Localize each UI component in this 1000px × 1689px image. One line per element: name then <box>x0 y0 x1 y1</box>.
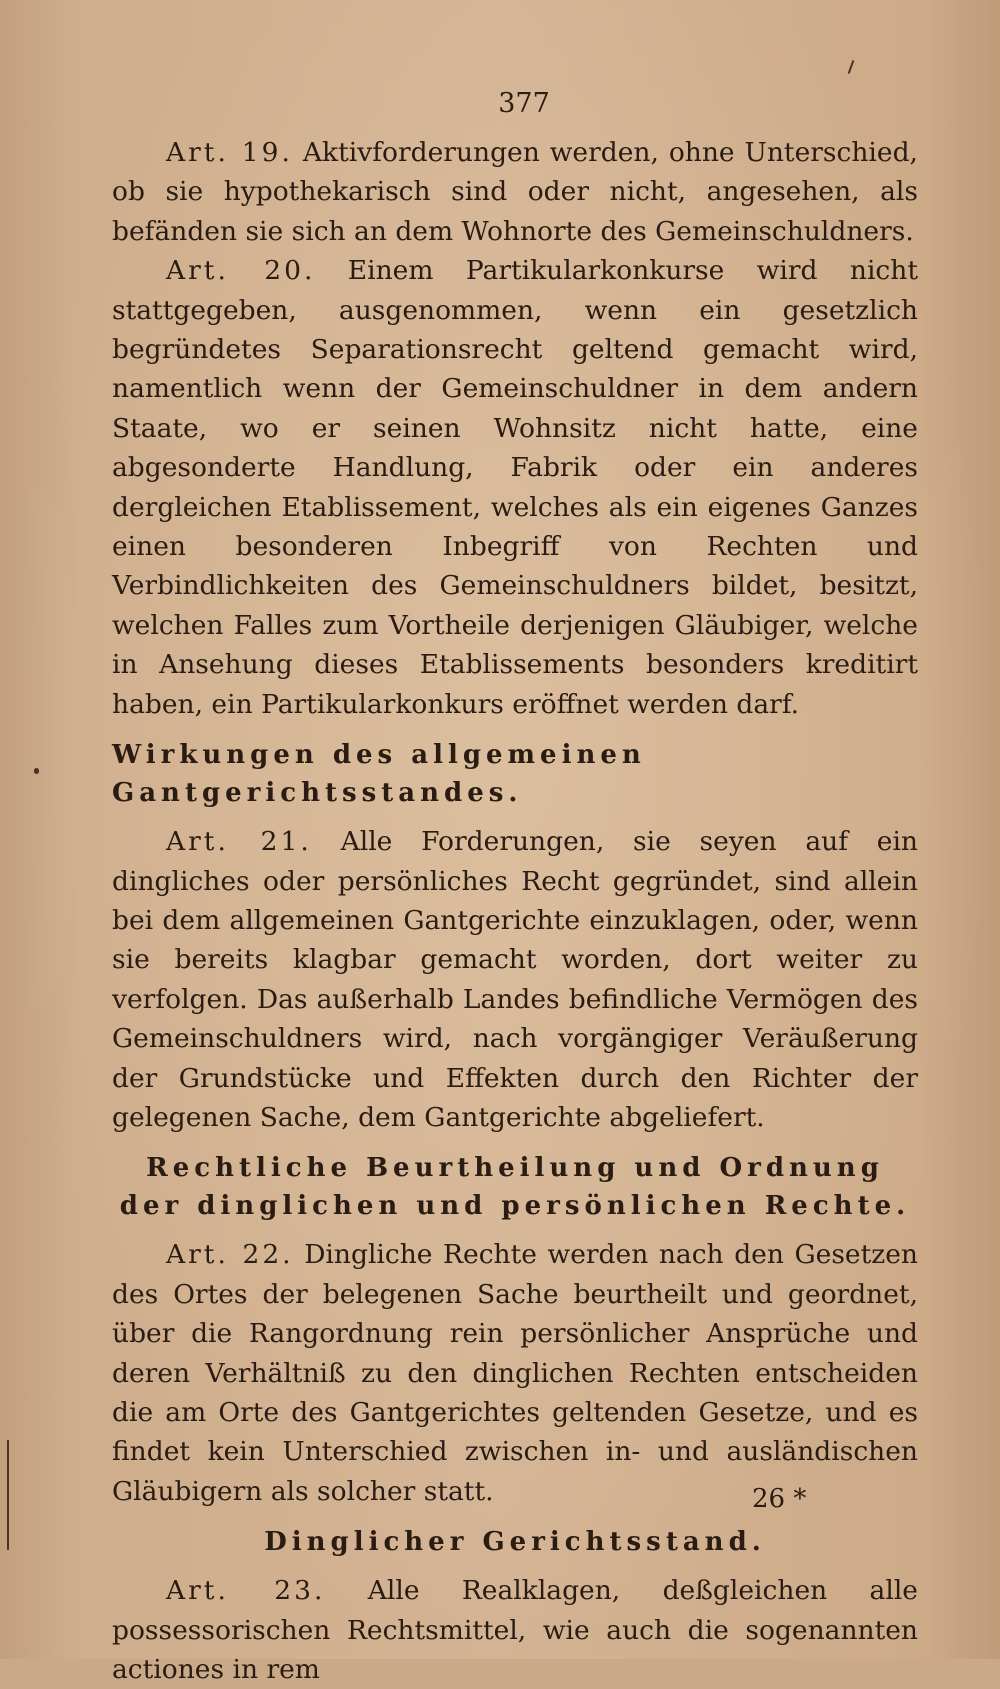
article-text: Einem Partikularkonkurse wird nicht stattgegeben, ausgenommen, wenn ein gesetzlich begründetes Separationsrecht geltend gemacht wird, namentlich wenn der Gemeinschuldner in dem andern Staate, wo er seinen Wohnsitz nicht hatte, eine abgesonderte Handlung, Fabrik oder ein anderes dergleichen Etablissement, welches als ein eigenes Ganzes einen besonderen Inbegriff von Rechten und Verbindlichkeiten des Gemeinschuldners bildet, besitzt, welchen Falles zum Vortheile derjenigen Gläubiger, welche in Ansehung dieses Etablissements besonders kreditirt haben, ein Partikularkonkurs eröffnet werden darf. <box>112 255 918 720</box>
article-22 <box>112 1235 918 1511</box>
article-text: Dingliche Rechte werden nach den Gesetzen des Ortes der belegenen Sache beurtheilt und geordnet, über die Rangordnung rein persönlicher Ansprüche und deren Verhältniß zu den dinglichen Rechten entscheiden die am Orte des Gantgerichtes geltenden Gesetze, und es findet kein Unterschied zwischen in- und ausländischen Gläubigern als solcher statt. <box>112 1239 918 1507</box>
article-label: Art. 20. <box>166 255 316 287</box>
article-label: Art. 21. <box>166 826 312 858</box>
page-number: 377 <box>498 88 550 119</box>
signature-line <box>112 1484 918 1524</box>
article-20 <box>112 251 918 724</box>
section-heading: Rechtliche Beurtheilung und Ordnung der dinglichen und persönlichen Rechte. <box>119 1153 911 1222</box>
article-19 <box>112 133 918 251</box>
article-text: Alle Realklagen, deßgleichen alle possessorischen Rechtsmittel, wie auch die sogenannten actiones in rem <box>112 1575 918 1685</box>
article-label: Art. 19. <box>166 137 293 168</box>
signature-mark: 26 * <box>752 1484 807 1514</box>
article-21 <box>112 822 918 1137</box>
section-heading: Dinglicher Gerichtsstand. <box>264 1527 766 1558</box>
article-label: Art. 23. <box>166 1575 326 1607</box>
article-label: Art. 22. <box>166 1239 294 1271</box>
article-text: Alle Forderungen, sie seyen auf ein dingliches oder persönliches Recht gegründet, sind allein bei dem allgemeinen Gantgerichte einzuklagen, oder, wenn sie bereits klagbar gemacht worden, dort weiter zu verfolgen. Das außerhalb Landes befindliche Vermögen des Gemeinschuldners wird, nach vorgängiger Veräußerung der Grundstücke und Effekten durch den Richter der gelegenen Sache, dem Gantgerichte abgeliefert. <box>112 826 918 1133</box>
article-23 <box>112 1571 918 1689</box>
margin-mark <box>848 60 855 74</box>
margin-mark <box>7 1440 9 1550</box>
section-heading: Wirkungen des allgemeinen Gantgerichtsstandes. <box>112 740 646 809</box>
article-text: Aktivforderungen werden, ohne Unterschied, ob sie hypothekarisch sind oder nicht, angesehen, als befänden sie sich an dem Wohnorte des Gemeinschuldners. <box>112 137 918 247</box>
margin-mark <box>34 768 39 774</box>
page-body <box>112 133 918 1689</box>
